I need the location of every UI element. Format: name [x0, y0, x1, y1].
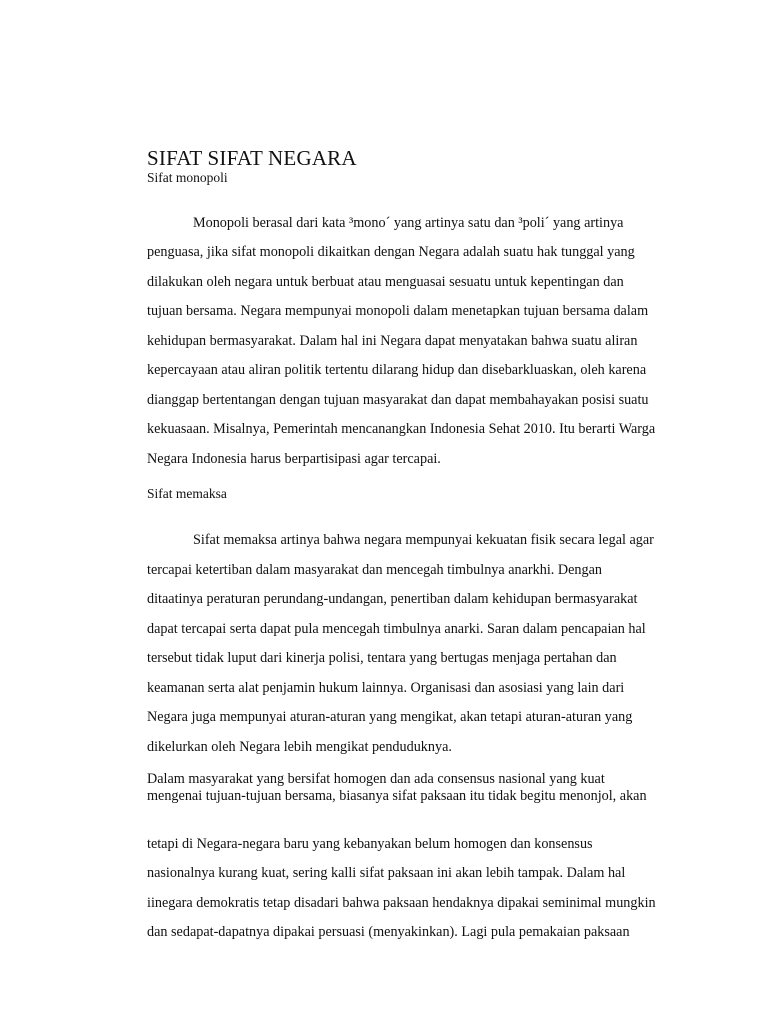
paragraph-line: Monopoli berasal dari kata ³mono´ yang artinya satu dan ³poli´ yang artinya: [193, 215, 624, 231]
paragraph-line: dan sedapat-dapatnya dipakai persuasi (menyakinkan). Lagi pula pemakaian paksaan: [147, 924, 630, 940]
paragraph-line: Negara Indonesia harus berpartisipasi agar tercapai.: [147, 451, 441, 467]
paragraph-line: keamanan serta alat penjamin hukum lainnya. Organisasi dan asosiasi yang lain dari: [147, 680, 625, 696]
paragraph-line: penguasa, jika sifat monopoli dikaitkan dengan Negara adalah suatu hak tunggal yang: [147, 244, 635, 260]
paragraph-line: dikelurkan oleh Negara lebih mengikat penduduknya.: [147, 739, 452, 755]
paragraph-line: tetapi di Negara-negara baru yang kebanyakan belum homogen dan konsensus: [147, 836, 593, 852]
paragraph-line: kepercayaan atau aliran politik tertentu dilarang hidup dan disebarkluaskan, oleh karena: [147, 362, 647, 378]
paragraph-line: dapat tercapai serta dapat pula mencegah timbulnya anarki. Saran dalam pencapaian hal: [147, 621, 646, 637]
paragraph-line: tercapai ketertiban dalam masyarakat dan mencegah timbulnya anarkhi. Dengan: [147, 562, 602, 578]
paragraph-line: mengenai tujuan-tujuan bersama, biasanya sifat paksaan itu tidak begitu menonjol, akan: [147, 788, 647, 804]
paragraph-line: nasionalnya kurang kuat, sering kalli sifat paksaan ini akan lebih tampak. Dalam hal: [147, 865, 626, 881]
paragraph-line: tujuan bersama. Negara mempunyai monopoli dalam menetapkan tujuan bersama dalam: [147, 303, 649, 319]
paragraph-line: kekuasaan. Misalnya, Pemerintah mencanangkan Indonesia Sehat 2010. Itu berarti Warga: [147, 421, 656, 437]
section-heading-memaksa: Sifat memaksa: [147, 486, 227, 501]
paragraph-line: dianggap bertentangan dengan tujuan masyarakat dan dapat membahayakan posisi suatu: [147, 392, 649, 408]
paragraph-line: ditaatinya peraturan perundang-undangan, penertiban dalam kehidupan bermasyarakat: [147, 591, 638, 607]
paragraph-line: kehidupan bermasyarakat. Dalam hal ini Negara dapat menyatakan bahwa suatu aliran: [147, 333, 638, 349]
document-title: SIFAT SIFAT NEGARA: [147, 146, 357, 170]
paragraph-line: Negara juga mempunyai aturan-aturan yang mengikat, akan tetapi aturan-aturan yang: [147, 709, 633, 725]
paragraph-line: dilakukan oleh negara untuk berbuat atau menguasai sesuatu untuk kepentingan dan: [147, 274, 624, 290]
section-heading-monopoli: Sifat monopoli: [147, 170, 228, 185]
paragraph-line: tersebut tidak luput dari kinerja polisi, tentara yang bertugas menjaga pertahan dan: [147, 650, 617, 666]
paragraph-line: Sifat memaksa artinya bahwa negara mempunyai kekuatan fisik secara legal agar: [193, 532, 654, 548]
paragraph-line: Dalam masyarakat yang bersifat homogen dan ada consensus nasional yang kuat: [147, 771, 605, 787]
paragraph-line: iinegara demokratis tetap disadari bahwa paksaan hendaknya dipakai seminimal mungkin: [147, 895, 656, 911]
